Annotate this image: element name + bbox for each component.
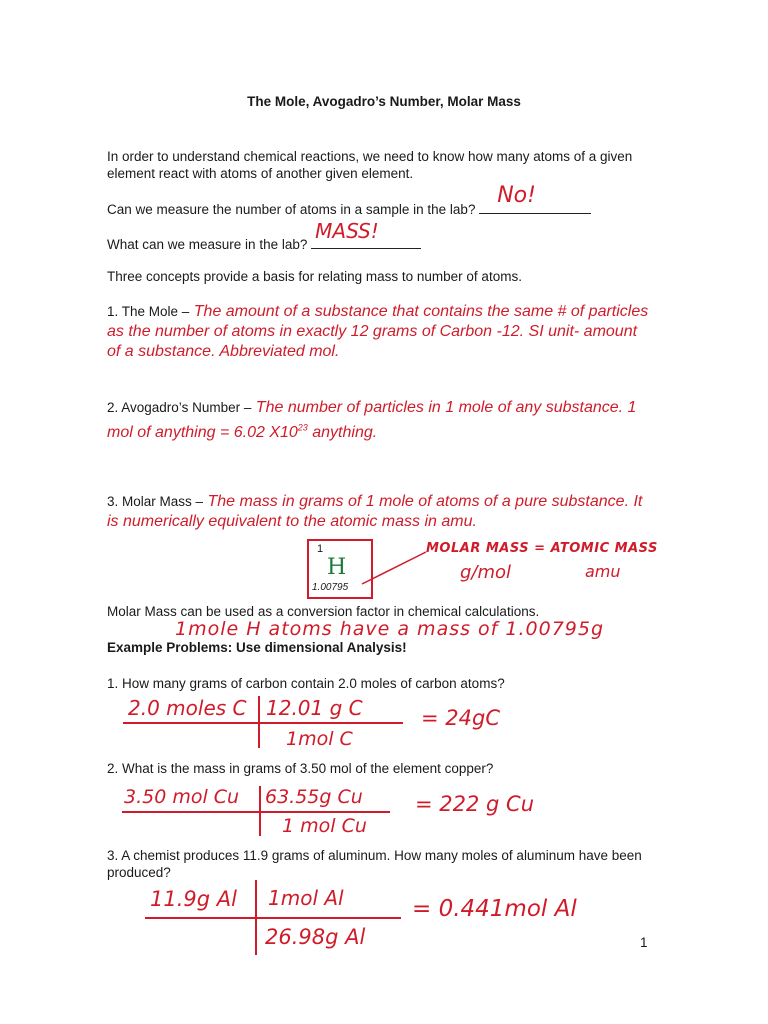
ex1-result: = 24gC bbox=[421, 706, 500, 730]
ex1-fraction-bar bbox=[123, 722, 403, 724]
element-atomic-number: 1 bbox=[317, 543, 324, 555]
ex2-top-left: 3.50 mol Cu bbox=[124, 786, 240, 808]
question-2-text: What can we measure in the lab? bbox=[107, 237, 308, 252]
answer-2-blank bbox=[311, 219, 421, 249]
concept-molar-mass-definition: The mass in grams of 1 mole of atoms of a pure substance. It is numerically equivalent to the atomic mass in amu. bbox=[107, 493, 643, 530]
ex2-top-right: 63.55g Cu bbox=[265, 786, 363, 808]
question-1 bbox=[107, 183, 591, 218]
concept-avogadro bbox=[107, 398, 652, 443]
ex3-divider bbox=[255, 880, 257, 955]
examples-heading: Example Problems: Use dimensional Analysis! bbox=[107, 640, 407, 655]
ex2-bottom-right: 1 mol Cu bbox=[282, 815, 367, 837]
ex1-bottom-right: 1mol C bbox=[286, 728, 353, 750]
concept-mole bbox=[107, 302, 652, 362]
example-3-question: 3. A chemist produces 11.9 grams of aluminum. How many moles of aluminum have been produced? bbox=[107, 848, 642, 880]
molar-mass-note: MOLAR MASS = ATOMIC MASS bbox=[426, 541, 658, 556]
answer-1: No! bbox=[497, 183, 536, 208]
molar-mass-unit: g/mol bbox=[460, 562, 512, 583]
page-title: The Mole, Avogadro’s Number, Molar Mass bbox=[247, 94, 521, 109]
ex1-top-right: 12.01 g C bbox=[266, 696, 363, 720]
ex2-divider bbox=[259, 786, 261, 836]
handwritten-fact: 1mole H atoms have a mass of 1.00795g bbox=[175, 618, 605, 640]
element-mass: 1.00795 bbox=[312, 582, 349, 593]
atomic-mass-unit: amu bbox=[585, 562, 621, 581]
ex2-result: = 222 g Cu bbox=[415, 792, 535, 816]
example-2-question: 2. What is the mass in grams of 3.50 mol of the element copper? bbox=[107, 761, 494, 776]
arrow-line bbox=[360, 548, 430, 588]
element-symbol: H bbox=[327, 555, 347, 580]
concept-mole-label: 1. The Mole – bbox=[107, 304, 190, 319]
example-1-question: 1. How many grams of carbon contain 2.0 moles of carbon atoms? bbox=[107, 676, 505, 691]
ex3-result: = 0.441mol Al bbox=[412, 896, 577, 922]
ex2-fraction-bar bbox=[122, 811, 390, 813]
concept-avogadro-label: 2. Avogadro’s Number – bbox=[107, 400, 252, 415]
concept-molar-mass bbox=[107, 492, 652, 532]
intro-paragraph: In order to understand chemical reactions, we need to know how many atoms of a given element react with atoms of another given element. bbox=[107, 149, 633, 181]
page-number: 1 bbox=[640, 935, 648, 950]
concept-avogadro-definition: The number of particles in 1 mole of any substance. 1 mol of anything = 6.02 $X10^{23}$ anything. bbox=[107, 399, 637, 442]
ex3-top-right: 1mol Al bbox=[268, 886, 344, 910]
answer-2: MASS! bbox=[315, 219, 379, 243]
conversion-text: Molar Mass can be used as a conversion factor in chemical calculations. bbox=[107, 604, 540, 619]
ex3-fraction-bar bbox=[145, 917, 401, 919]
question-1-text: Can we measure the number of atoms in a sample in the lab? bbox=[107, 202, 476, 217]
ex1-divider bbox=[258, 696, 260, 748]
answer-1-blank bbox=[479, 183, 591, 214]
question-2 bbox=[107, 219, 421, 253]
concept-mole-definition: The amount of a substance that contains the same # of particles as the number of atoms in exactly 12 grams of Carbon -12. SI unit- amount of a substance. Abbreviated mol. bbox=[107, 303, 649, 360]
concepts-intro: Three concepts provide a basis for relating mass to number of atoms. bbox=[107, 269, 522, 284]
ex3-bottom-right: 26.98g Al bbox=[265, 925, 366, 949]
concept-molar-mass-label: 3. Molar Mass – bbox=[107, 494, 204, 509]
ex3-top-left: 11.9g Al bbox=[150, 887, 237, 911]
ex1-top-left: 2.0 moles C bbox=[128, 696, 247, 720]
